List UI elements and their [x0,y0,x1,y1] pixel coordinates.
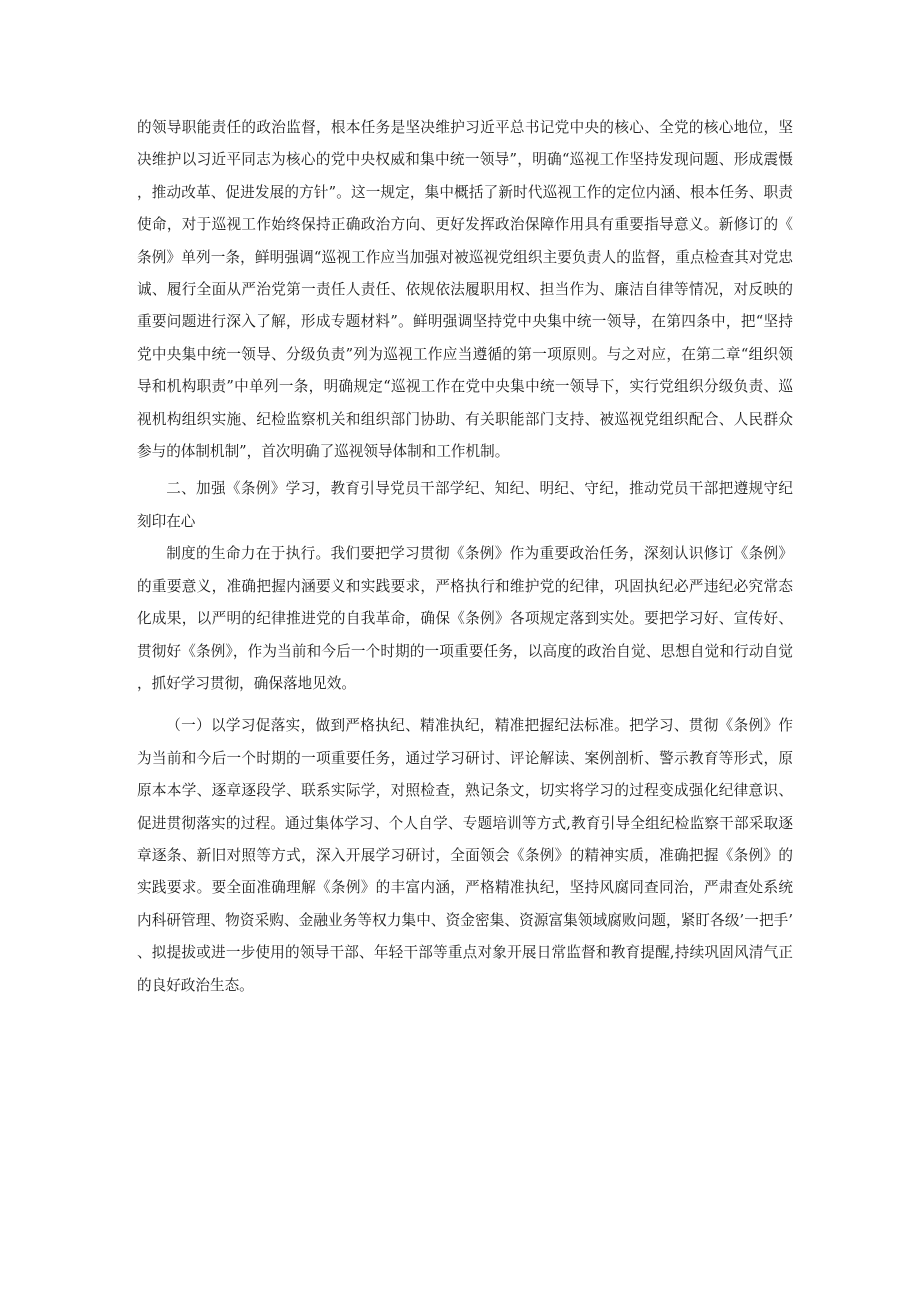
section-heading: 二、加强《条例》学习，教育引导党员干部学纪、知纪、明纪、守纪，推动党员干部把遵规守纪刻印在心 [137,480,793,530]
document-body [137,112,793,1002]
paragraph-continued: 的领导职能责任的政治监督，根本任务是坚决维护习近平总书记党中央的核心、全党的核心地位，坚决维护以习近平同志为核心的党中央权威和集中统一领导”，明确“巡视工作坚持发现问题、形成震慑，推动改革、促进发展的方针”。这一规定，集中概括了新时代巡视工作的定位内涵、根本任务、职责使命，对于巡视工作始终保持正确政治方向、更好发挥政治保障作用具有重要指导意义。新修订的《条例》单列一条，鲜明强调“巡视工作应当加强对被巡视党组织主要负责人的监督，重点检查其对党忠诚、履行全面从严治党第一责任人责任、依规依法履职用权、担当作为、廉洁自律等情况，对反映的重要问题进行深入了解，形成专题材料”。鲜明强调坚持党中央集中统一领导，在第四条中，把“坚持党中央集中统一领导、分级负责”列为巡视工作应当遵循的第一项原则。与之对应，在第二章“组织领导和机构职责”中单列一条，明确规定“巡视工作在党中央集中统一领导下，实行党组织分级负责、巡视机构组织实施、纪检监察机关和组织部门协助、有关职能部门支持、被巡视党组织配合、人民群众参与的体制机制”，首次明确了巡视领导体制和工作机制。 [137,119,793,461]
paragraph-subsection-one: （一）以学习促落实，做到严格执纪、精准执纪，精准把握纪法标准。把学习、贯彻《条例》作为当前和今后一个时期的一项重要任务，通过学习研讨、评论解读、案例剖析、警示教育等形式，原原本本学、逐章逐段学、联系实际学，对照检查，熟记条文，切实将学习的过程变成强化纪律意识、促进贯彻落实的过程。通过集体学习、个人自学、专题培训等方式,教育引导全组纪检监察干部采取逐章逐条、新旧对照等方式，深入开展学习研讨，全面领会《条例》的精神实质，准确把握《条例》的实践要求。要全面准确理解《条例》的丰富内涵，严格精准执纪，坚持风腐同查同治，严肃查处系统内科研管理、物资采购、金融业务等权力集中、资金密集、资源富集领域腐败问题，紧盯各级’一把手’、拟提拔或进一步使用的领导干部、年轻干部等重点对象开展日常监督和教育提醒,持续巩固风清气正的良好政治生态。 [137,717,793,994]
paragraph-execution: 制度的生命力在于执行。我们要把学习贯彻《条例》作为重要政治任务，深刻认识修订《条例》的重要意义，准确把握内涵要义和实践要求，严格执行和维护党的纪律，巩固执纪必严违纪必究常态化成果，以严明的纪律推进党的自我革命，确保《条例》各项规定落到实处。要把学习好、宣传好、贯彻好《条例》，作为当前和今后一个时期的一项重要任务，以高度的政治自觉、思想自觉和行动自觉，抓好学习贯彻，确保落地见效。 [137,545,793,692]
